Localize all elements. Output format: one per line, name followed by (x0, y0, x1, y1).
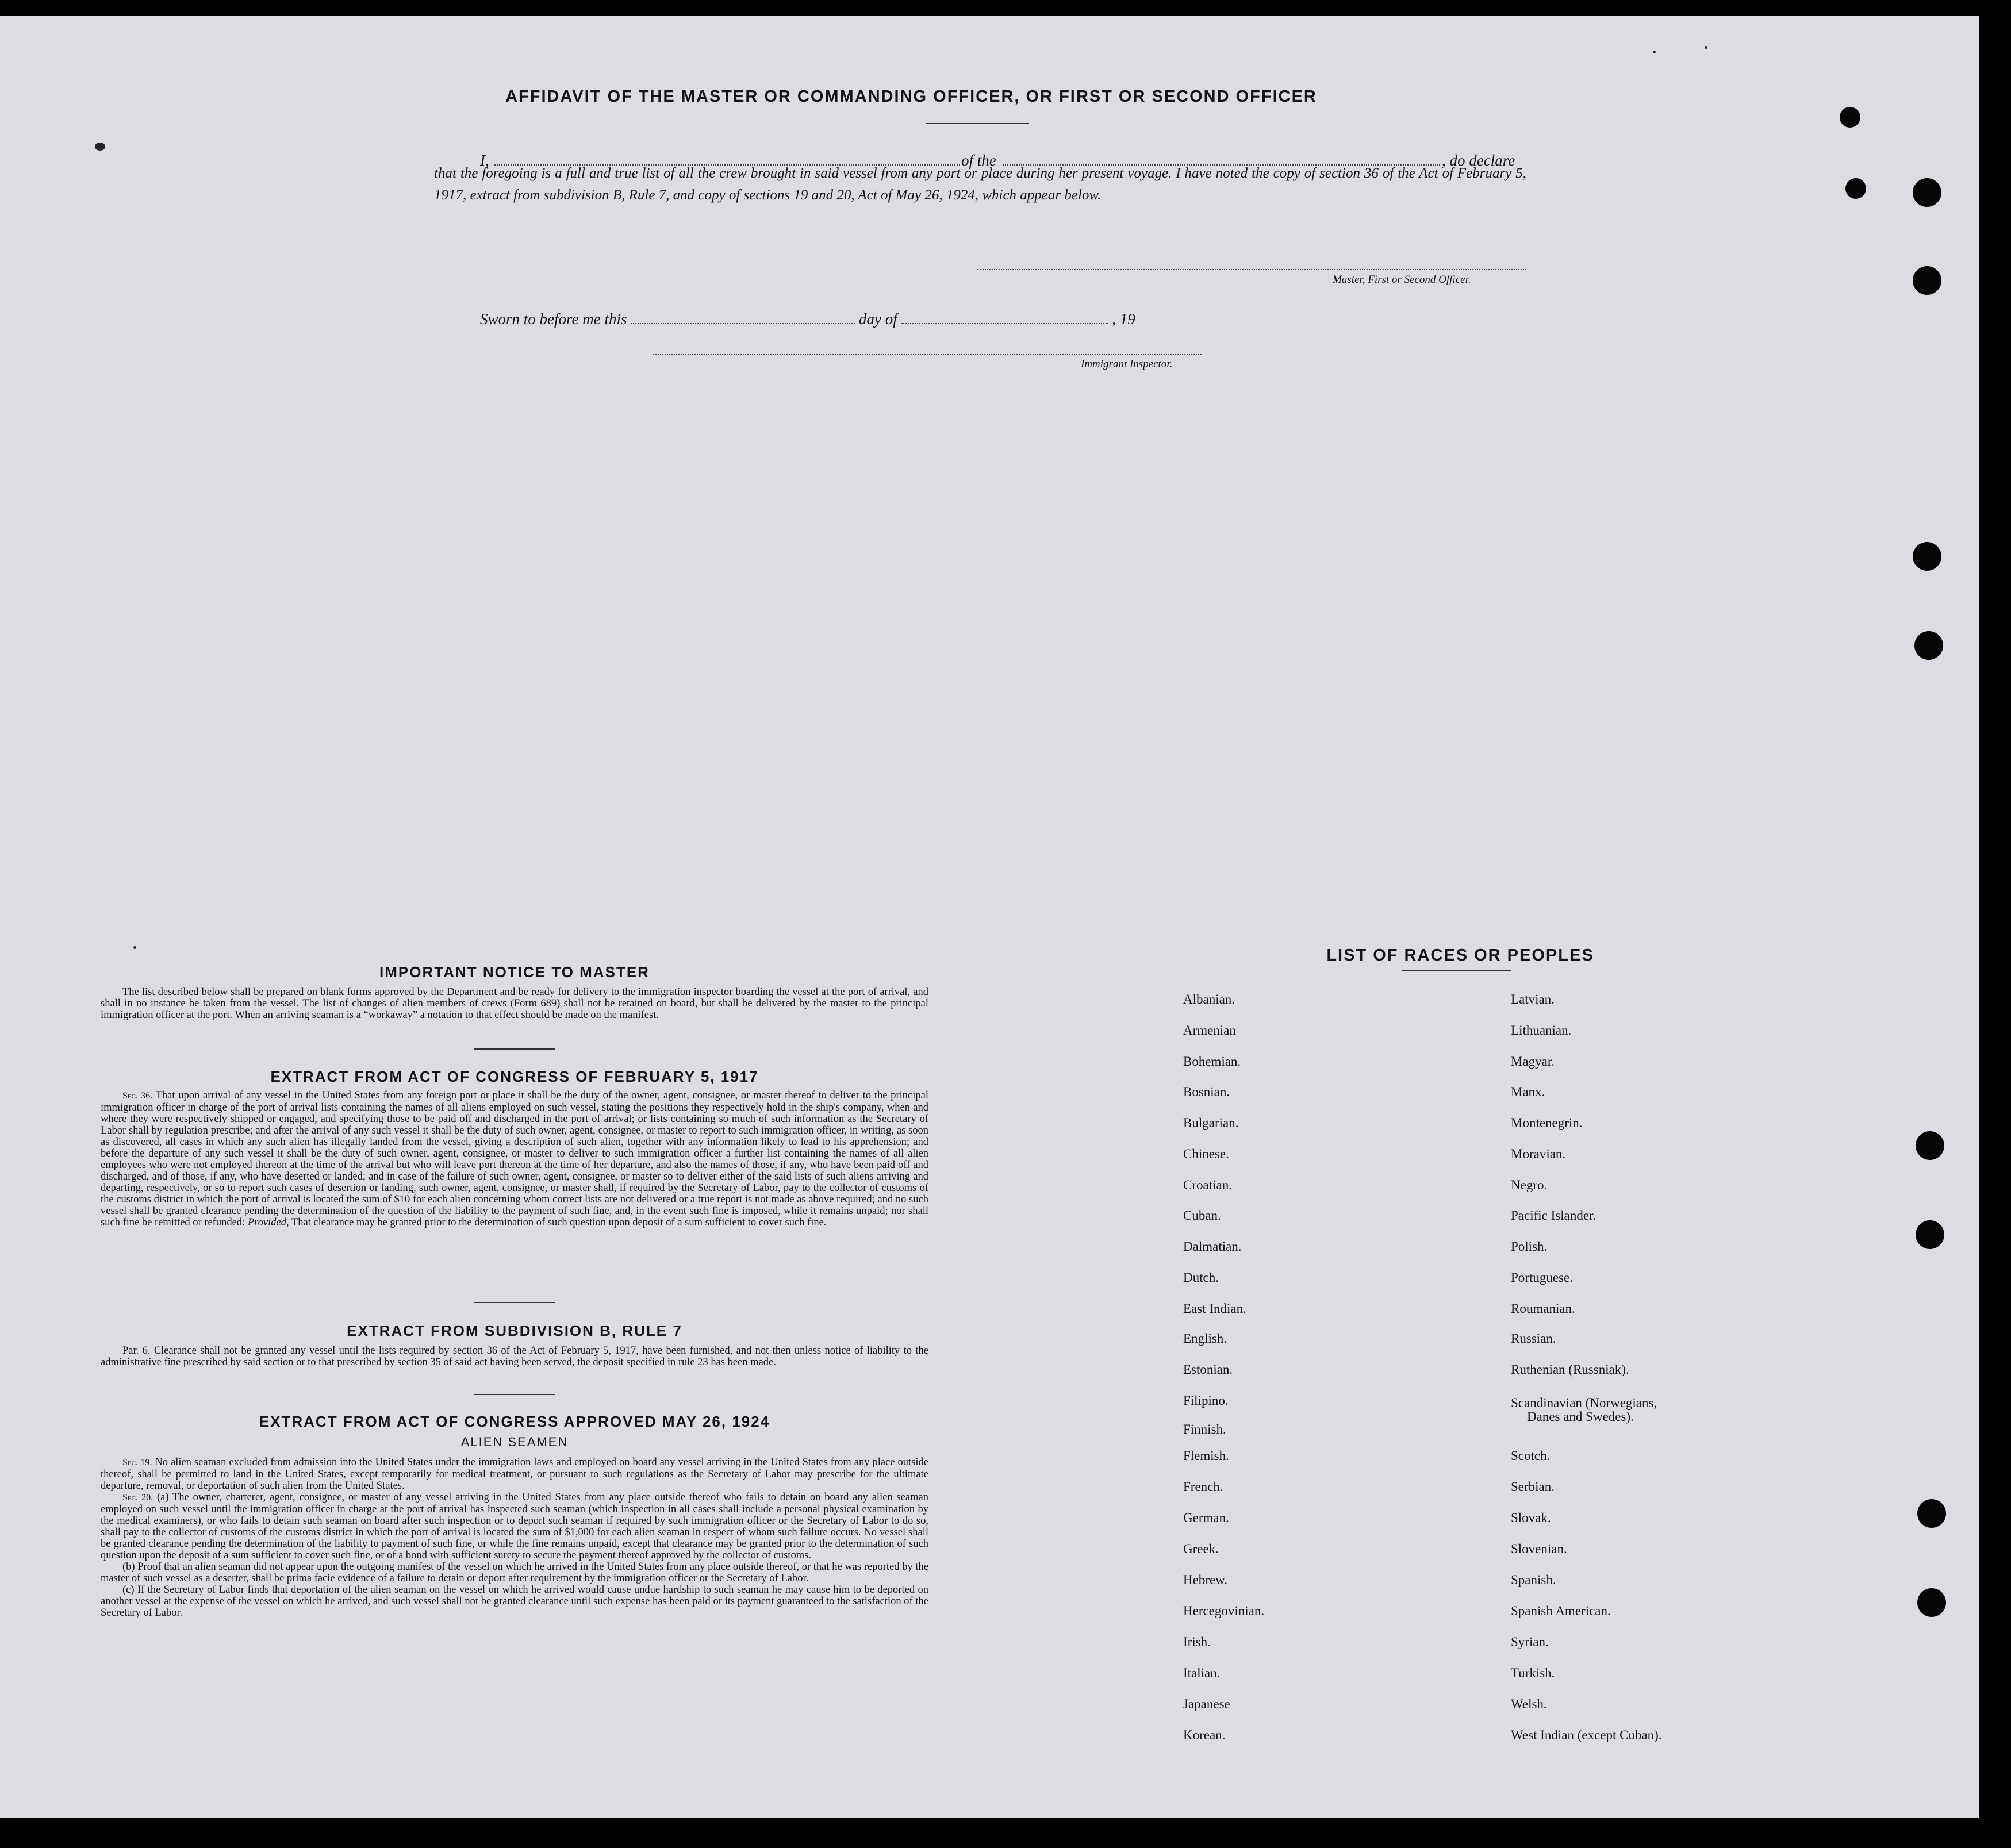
race-item: Dalmatian. (1183, 1239, 1242, 1254)
notice-text (101, 986, 928, 1021)
race-item: Scotch. (1511, 1449, 1551, 1463)
race-item: Flemish. (1183, 1449, 1229, 1463)
sec20-label: Sec. 20. (122, 1493, 153, 1503)
race-item-continued: Danes and Swedes). (1527, 1409, 1634, 1424)
sworn-text: Sworn to before me this (480, 310, 627, 328)
sec36-label: Sec. 36. (122, 1091, 153, 1101)
race-item: Ruthenian (Russniak). (1511, 1362, 1629, 1377)
extract-1917-title: EXTRACT FROM ACT OF CONGRESS OF FEBRUARY 5, 1917 (270, 1068, 759, 1085)
race-item: Manx. (1511, 1085, 1545, 1099)
extract-1924-text (101, 1457, 928, 1619)
race-item: Irish. (1183, 1635, 1211, 1649)
sec19-label: Sec. 19. (122, 1458, 152, 1467)
sec36-text: That upon arrival of any vessel in the United States from any foreign port or place it shall be the duty of the owner, agent, consignee, or master thereof to deliver to the principal immigration officer in charge of the port of arrival lists containing the names of all aliens employed on such vessel, stating the positions they respectively hold in the ship's company, when and where they were respectively shipped or engaged, and specifying those to be paid off and discharged in the port of arrival; or lists containing so much of such information as the Secretary of Labor shall by regulation prescribe; and after the arrival of any such vessel it shall be the duty of such owner, agent, consignee, or master to report to such immigration officer, in writing, as soon as discovered, all cases in which any such alien has illegally landed from the vessel, giving a description of such alien, together with any information likely to lead to his apprehension; and before the departure of any such vessel it shall be the duty of such owner, agent, consignee, or master to deliver to such immigration officer a further list containing the names of all alien employees who were not employed thereon at the time of the arrival but who will leave port thereon at the time of her departure, and also the names of those, if any, who have been paid off and discharged, and of those, if any, who have deserted or landed; and in case of the failure of such owner, agent, consignee, or master so to deliver either of the said lists of such aliens arriving and departing, respectively, or so to report such cases of desertion or landing, such owner, agent, consignee, or master shall, if required by the Secretary of Labor, pay to the collector of customs of the customs district in which the port of arrival is located the sum of $10 for each alien concerning whom correct lists are not delivered or a true report is not made as above required; and no such vessel shall be granted clearance pending the determination of the question of the liability to the payment of such fine, and, in the event such fine is imposed, while it remains unpaid; nor shall such fine be remitted or refunded: (101, 1090, 928, 1228)
race-item: Chinese. (1183, 1147, 1229, 1161)
race-item: Korean. (1183, 1728, 1226, 1742)
race-item: Slovenian. (1511, 1542, 1567, 1556)
race-item: Magyar. (1511, 1054, 1555, 1069)
sworn-line (480, 310, 1135, 328)
inspector-signature-line (653, 354, 1202, 355)
affidavit-of-the: of the (961, 152, 996, 169)
extract-1924-title: EXTRACT FROM ACT OF CONGRESS APPROVED MAY 26, 1924 (259, 1413, 770, 1430)
sworn-month-blank (901, 323, 1108, 324)
divider (474, 1302, 555, 1303)
race-item: West Indian (except Cuban). (1511, 1728, 1662, 1742)
master-signature-line (977, 269, 1526, 270)
sec20a-text: (a) The owner, charterer, agent, consignee, or master of any vessel arriving in the United States from any place outside thereof who fails to detain on board any alien seaman employed on such vessel until the immigration officer in charge at the port of arrival has inspected such seaman (which inspection in all cases shall include a personal physical examination by the medical examiners), or who fails to detain such seaman on board after such inspection or to deport such seaman if required by such immigration officer or the Secretary of Labor to do so, shall pay to the collector of customs of the customs district in which the port of arrival is located the sum of $1,000 for each alien seaman in respect of whom such failure occurs. No vessel shall be granted clearance pending the determination of the liability to payment of such fine, or while the fine remains unpaid, except that clearance may be granted prior to the determination of such question upon the deposit of a sum sufficient to cover such fine, or of a bond with sufficient surety to secure the payment thereof approved by the collector of customs. (101, 1492, 928, 1561)
races-title: LIST OF RACES OR PEOPLES (1326, 946, 1594, 965)
race-item: Greek. (1183, 1542, 1219, 1556)
race-item: Pacific Islander. (1511, 1208, 1596, 1223)
race-item: Portuguese. (1511, 1270, 1573, 1285)
race-item: Croatian. (1183, 1178, 1232, 1192)
sec20b-text: (b) Proof that an alien seaman did not appear upon the outgoing manifest of the vessel on which he arrived in the United States from any place outside thereof, or that he was reported by the master of such vessel as a deserter, shall be prima facie evidence of a failure to detain or deport after requirement by the immigration officer or the Secretary of Labor. (101, 1561, 928, 1584)
sec19-text: No alien seaman excluded from admission into the United States under the immigration laws and employed on board any vessel arriving in the United States from any place outside thereof, shall be permitted to land in the United States, except temporarily for medical treatment, or pursuant to such regulations as the Secretary of Labor may prescribe for the ultimate departure, removal, or deportation of such alien from the United States. (101, 1457, 928, 1492)
race-item: Estonian. (1183, 1362, 1233, 1377)
race-item: Lithuanian. (1511, 1023, 1572, 1038)
race-item: Montenegrin. (1511, 1116, 1583, 1130)
race-item: Turkish. (1511, 1666, 1555, 1680)
affidavit-body: that the foregoing is a full and true list of all the crew brought in said vessel from any port or place during her present voyage. I have noted the copy of section 36 of the Act of February 5, 1917, extract from subdivision B, Rule 7, and copy of sections 19 and 20, Act of May 26, 1924, which appear below. (434, 166, 1526, 203)
scan-speck (133, 946, 136, 949)
binder-hole (1840, 107, 1860, 128)
binder-hole (1845, 178, 1866, 199)
extract-rule7-title: EXTRACT FROM SUBDIVISION B, RULE 7 (347, 1322, 682, 1339)
race-item: Filipino. (1183, 1393, 1229, 1408)
sec20c-text: (c) If the Secretary of Labor finds that deportation of the alien seaman on the vessel on which he arrived would cause undue hardship to such seaman he may cause him to be deported on another vessel at the expense of the vessel on which he arrived, and such vessel shall not be granted clearance until such expense has been paid or its payment guaranteed to the satisfaction of the Secretary of Labor. (101, 1584, 928, 1619)
race-item: Spanish American. (1511, 1604, 1611, 1618)
master-label: Master, First or Second Officer. (1333, 274, 1471, 286)
race-item: Russian. (1511, 1331, 1556, 1346)
race-item: Hebrew. (1183, 1573, 1228, 1587)
race-item: English. (1183, 1331, 1227, 1346)
race-item: Dutch. (1183, 1270, 1219, 1285)
divider (474, 1048, 555, 1050)
race-item: Scandinavian (Norwegians, (1511, 1396, 1657, 1410)
affidavit-i: I, (480, 152, 489, 169)
alien-seamen-subtitle: ALIEN SEAMEN (460, 1435, 569, 1449)
binder-hole (1916, 1131, 1944, 1160)
race-item: Italian. (1183, 1666, 1221, 1680)
extract-1917-text (101, 1090, 928, 1228)
race-item: Bosnian. (1183, 1085, 1230, 1099)
race-item: Armenian (1183, 1023, 1236, 1038)
binder-hole (1913, 266, 1941, 295)
race-item: Slovak. (1511, 1511, 1551, 1525)
race-item: Finnish. (1183, 1422, 1226, 1436)
races-divider (1402, 970, 1511, 971)
race-item: Negro. (1511, 1178, 1548, 1192)
binder-hole (1913, 178, 1941, 207)
title-divider (926, 123, 1029, 124)
race-item: Japanese (1183, 1697, 1230, 1711)
binder-hole (1916, 1220, 1944, 1249)
race-item: Welsh. (1511, 1697, 1547, 1711)
race-item: Syrian. (1511, 1635, 1549, 1649)
binder-hole (1917, 1588, 1946, 1617)
race-item: Serbian. (1511, 1480, 1555, 1494)
sworn-day-of: day of (859, 310, 897, 328)
race-item: Bohemian. (1183, 1054, 1241, 1069)
race-item: Moravian. (1511, 1147, 1566, 1161)
provided-word: Provided, (247, 1217, 289, 1228)
inspector-label: Immigrant Inspector. (1081, 358, 1173, 370)
notice-title: IMPORTANT NOTICE TO MASTER (379, 963, 650, 981)
race-item: East Indian. (1183, 1301, 1246, 1316)
extract-rule7-text (101, 1345, 928, 1368)
binder-hole (1913, 542, 1941, 571)
binder-hole (1917, 1499, 1946, 1528)
race-item: Latvian. (1511, 992, 1555, 1006)
race-item: German. (1183, 1511, 1229, 1525)
race-item: French. (1183, 1480, 1223, 1494)
race-item: Polish. (1511, 1239, 1548, 1254)
race-item: Roumanian. (1511, 1301, 1575, 1316)
rule7-paragraph: Par. 6. Clearance shall not be granted any vessel until the lists required by section 36 of the Act of February 5, 1917, have been furnished, and not then unless notice of liability to the administrative fine prescribed by said section or to that prescribed by section 35 of said act having been served, the deposit specified in rule 23 has been made. (101, 1345, 928, 1368)
race-item: Bulgarian. (1183, 1116, 1239, 1130)
race-item: Hercegovinian. (1183, 1604, 1265, 1618)
scan-speck (95, 143, 105, 151)
affidavit-declare: , do declare (1442, 152, 1515, 169)
race-item: Cuban. (1183, 1208, 1221, 1223)
scan-speck (1705, 46, 1707, 49)
race-item: Spanish. (1511, 1573, 1556, 1587)
document-page (0, 16, 1979, 1818)
sec36-end: That clearance may be granted prior to the determination of such question upon deposit of a sum sufficient to cover such fine. (291, 1217, 827, 1228)
affidavit-title: AFFIDAVIT OF THE MASTER OR COMMANDING OFFICER, OR FIRST OR SECOND OFFICER (505, 87, 1317, 106)
sworn-day-blank (631, 323, 855, 324)
sworn-year: , 19 (1112, 310, 1135, 328)
notice-paragraph: The list described below shall be prepared on blank forms approved by the Department and be ready for delivery to the immigration inspector boarding the vessel at the port of arrival, and shall in no instance be taken from the vessel. The list of changes of alien members of crews (Form 689) shall not be retained on board, but shall be delivered by the master to the principal immigration officer at the port. When an arriving seaman is a “workaway” a notation to that effect should be made on the manifest. (101, 986, 928, 1021)
race-item: Albanian. (1183, 992, 1235, 1006)
divider (474, 1394, 555, 1395)
binder-hole (1914, 631, 1943, 660)
scan-speck (1653, 51, 1656, 53)
